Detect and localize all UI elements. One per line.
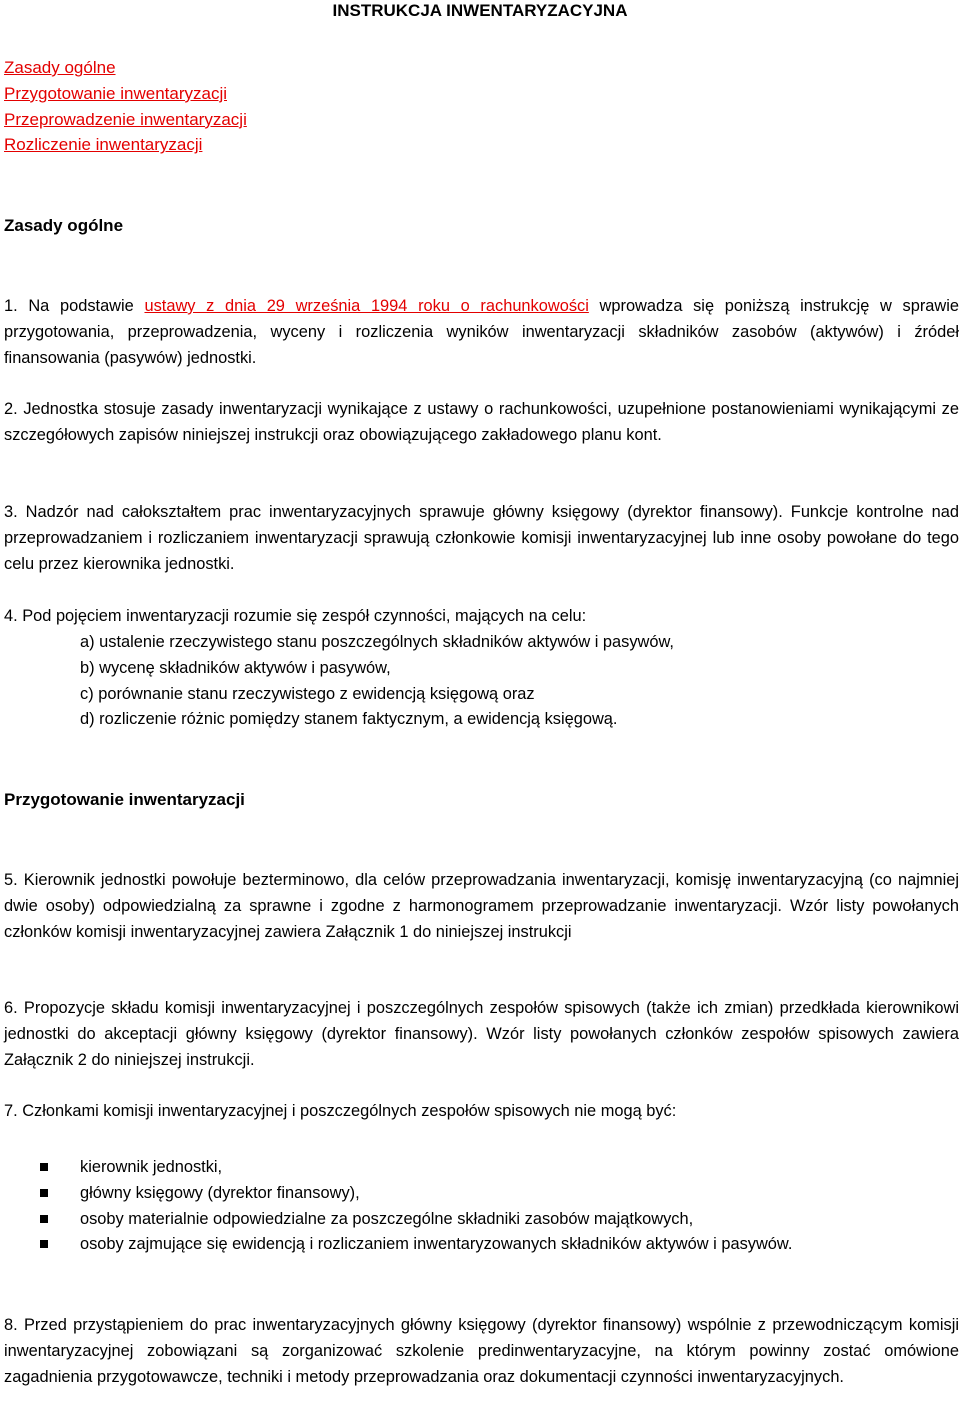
bullet-square-icon [40, 1189, 48, 1197]
toc-link-rozliczenie[interactable]: Rozliczenie inwentaryzacji [4, 135, 203, 155]
list-item: d) rozliczenie różnic pomiędzy stanem faktycznym, a ewidencją księgową. [80, 710, 618, 729]
paragraph-1 [4, 294, 959, 371]
bullet-square-icon [40, 1215, 48, 1223]
paragraph-2: 2. Jednostka stosuje zasady inwentaryzacji wynikające z ustawy o rachunkowości, uzupełnione postanowieniami wynikającymi ze szczegółowych zapisów niniejszej instrukcji oraz obowiązującego zakładowego planu kont. [4, 400, 959, 444]
toc-link-przygotowanie[interactable]: Przygotowanie inwentaryzacji [4, 83, 227, 103]
section-heading-zasady-ogolne: Zasady ogólne [4, 216, 124, 235]
paragraph-4-list [80, 630, 950, 733]
bullet-text: główny księgowy (dyrektor finansowy), [80, 1183, 360, 1202]
list-item: a) ustalenie rzeczywistego stanu poszczególnych składników aktywów i pasywów, [80, 633, 674, 651]
paragraph-1-suffix: wprowadza się poniższą instrukcję w sprawie przygotowania, przeprowadzenia, wyceny i rozliczenia wyników inwentaryzacji składników zasobów (aktywów) i źródeł finansowania (pasywów) jednostki. [4, 297, 960, 367]
paragraph-4: 4. Pod pojęciem inwentaryzacji rozumie się zespół czynności, mających na celu: [4, 607, 587, 625]
list-item: b) wycenę składników aktywów i pasywów, [80, 658, 391, 677]
law-link[interactable]: ustawy z dnia 29 września 1994 roku o rachunkowości [144, 297, 589, 315]
paragraph-5: 5. Kierownik jednostki powołuje bezterminowo, dla celów przeprowadzania inwentaryzacji, komisję inwentaryzacyjną (co najmniej dwie osoby) odpowiedzialną za sprawne i zgodne z harmonogramem przeprowadzanie inwentaryzacji. Wzór listy powołanych członków komisji inwentaryzacyjnej zawiera Załącznik 1 do niniejszej instrukcji [4, 871, 959, 941]
bullet-square-icon [40, 1163, 48, 1171]
bullet-text: osoby zajmujące się ewidencją i rozliczaniem inwentaryzowanych składników aktywów i pasywów. [80, 1235, 793, 1254]
list-item [40, 1155, 960, 1181]
list-item [40, 1181, 960, 1207]
paragraph-1-prefix: 1. Na podstawie [4, 297, 145, 315]
paragraph-6: 6. Propozycje składu komisji inwentaryzacyjnej i poszczególnych zespołów spisowych (także ich zmian) przedkłada kierownikowi jednostki do akceptacji główny księgowy (dyrektor finansowy). Wzór listy powołanych członków zespołów spisowych zawiera Załącznik 2 do niniejszej instrukcji. [4, 999, 959, 1069]
toc-link-zasady-ogolne[interactable]: Zasady ogólne [4, 58, 116, 77]
toc-link-przeprowadzenie[interactable]: Przeprowadzenie inwentaryzacji [4, 109, 247, 129]
bullet-text: osoby materialnie odpowiedzialne za poszczególne składniki zasobów majątkowych, [80, 1209, 694, 1228]
table-of-contents [4, 55, 247, 158]
document-title: INSTRUKCJA INWENTARYZACYJNA [332, 1, 628, 20]
list-item [40, 1207, 960, 1233]
list-item: c) porównanie stanu rzeczywistego z ewidencją księgową oraz [80, 684, 535, 703]
list-item [40, 1232, 960, 1258]
bullet-text: kierownik jednostki, [80, 1158, 223, 1176]
paragraph-8: 8. Przed przystąpieniem do prac inwentaryzacyjnych główny księgowy (dyrektor finansowy) wspólnie z przewodniczącym komisji inwentaryzacyjnej zobowiązani są zorganizować szkolenie predinwentaryzacyjne, na którym powinny zostać omówione zagadnienia przygotowawcze, techniki i metody przeprowadzania oraz dokumentacji czynności inwentaryzacyjnych. [4, 1316, 959, 1386]
paragraph-7: 7. Członkami komisji inwentaryzacyjnej i poszczególnych zespołów spisowych nie mogą być: [4, 1102, 677, 1120]
paragraph-7-bullets [40, 1155, 960, 1258]
paragraph-3: 3. Nadzór nad całokształtem prac inwentaryzacyjnych sprawuje główny księgowy (dyrektor finansowy). Funkcje kontrolne nad przeprowadzaniem i rozliczaniem inwentaryzacji sprawują członkowie komisji inwentaryzacyjnej lub inne osoby powołane do tego celu przez kierownika jednostki. [4, 503, 959, 573]
section-heading-przygotowanie: Przygotowanie inwentaryzacji [4, 790, 245, 809]
bullet-square-icon [40, 1240, 48, 1248]
